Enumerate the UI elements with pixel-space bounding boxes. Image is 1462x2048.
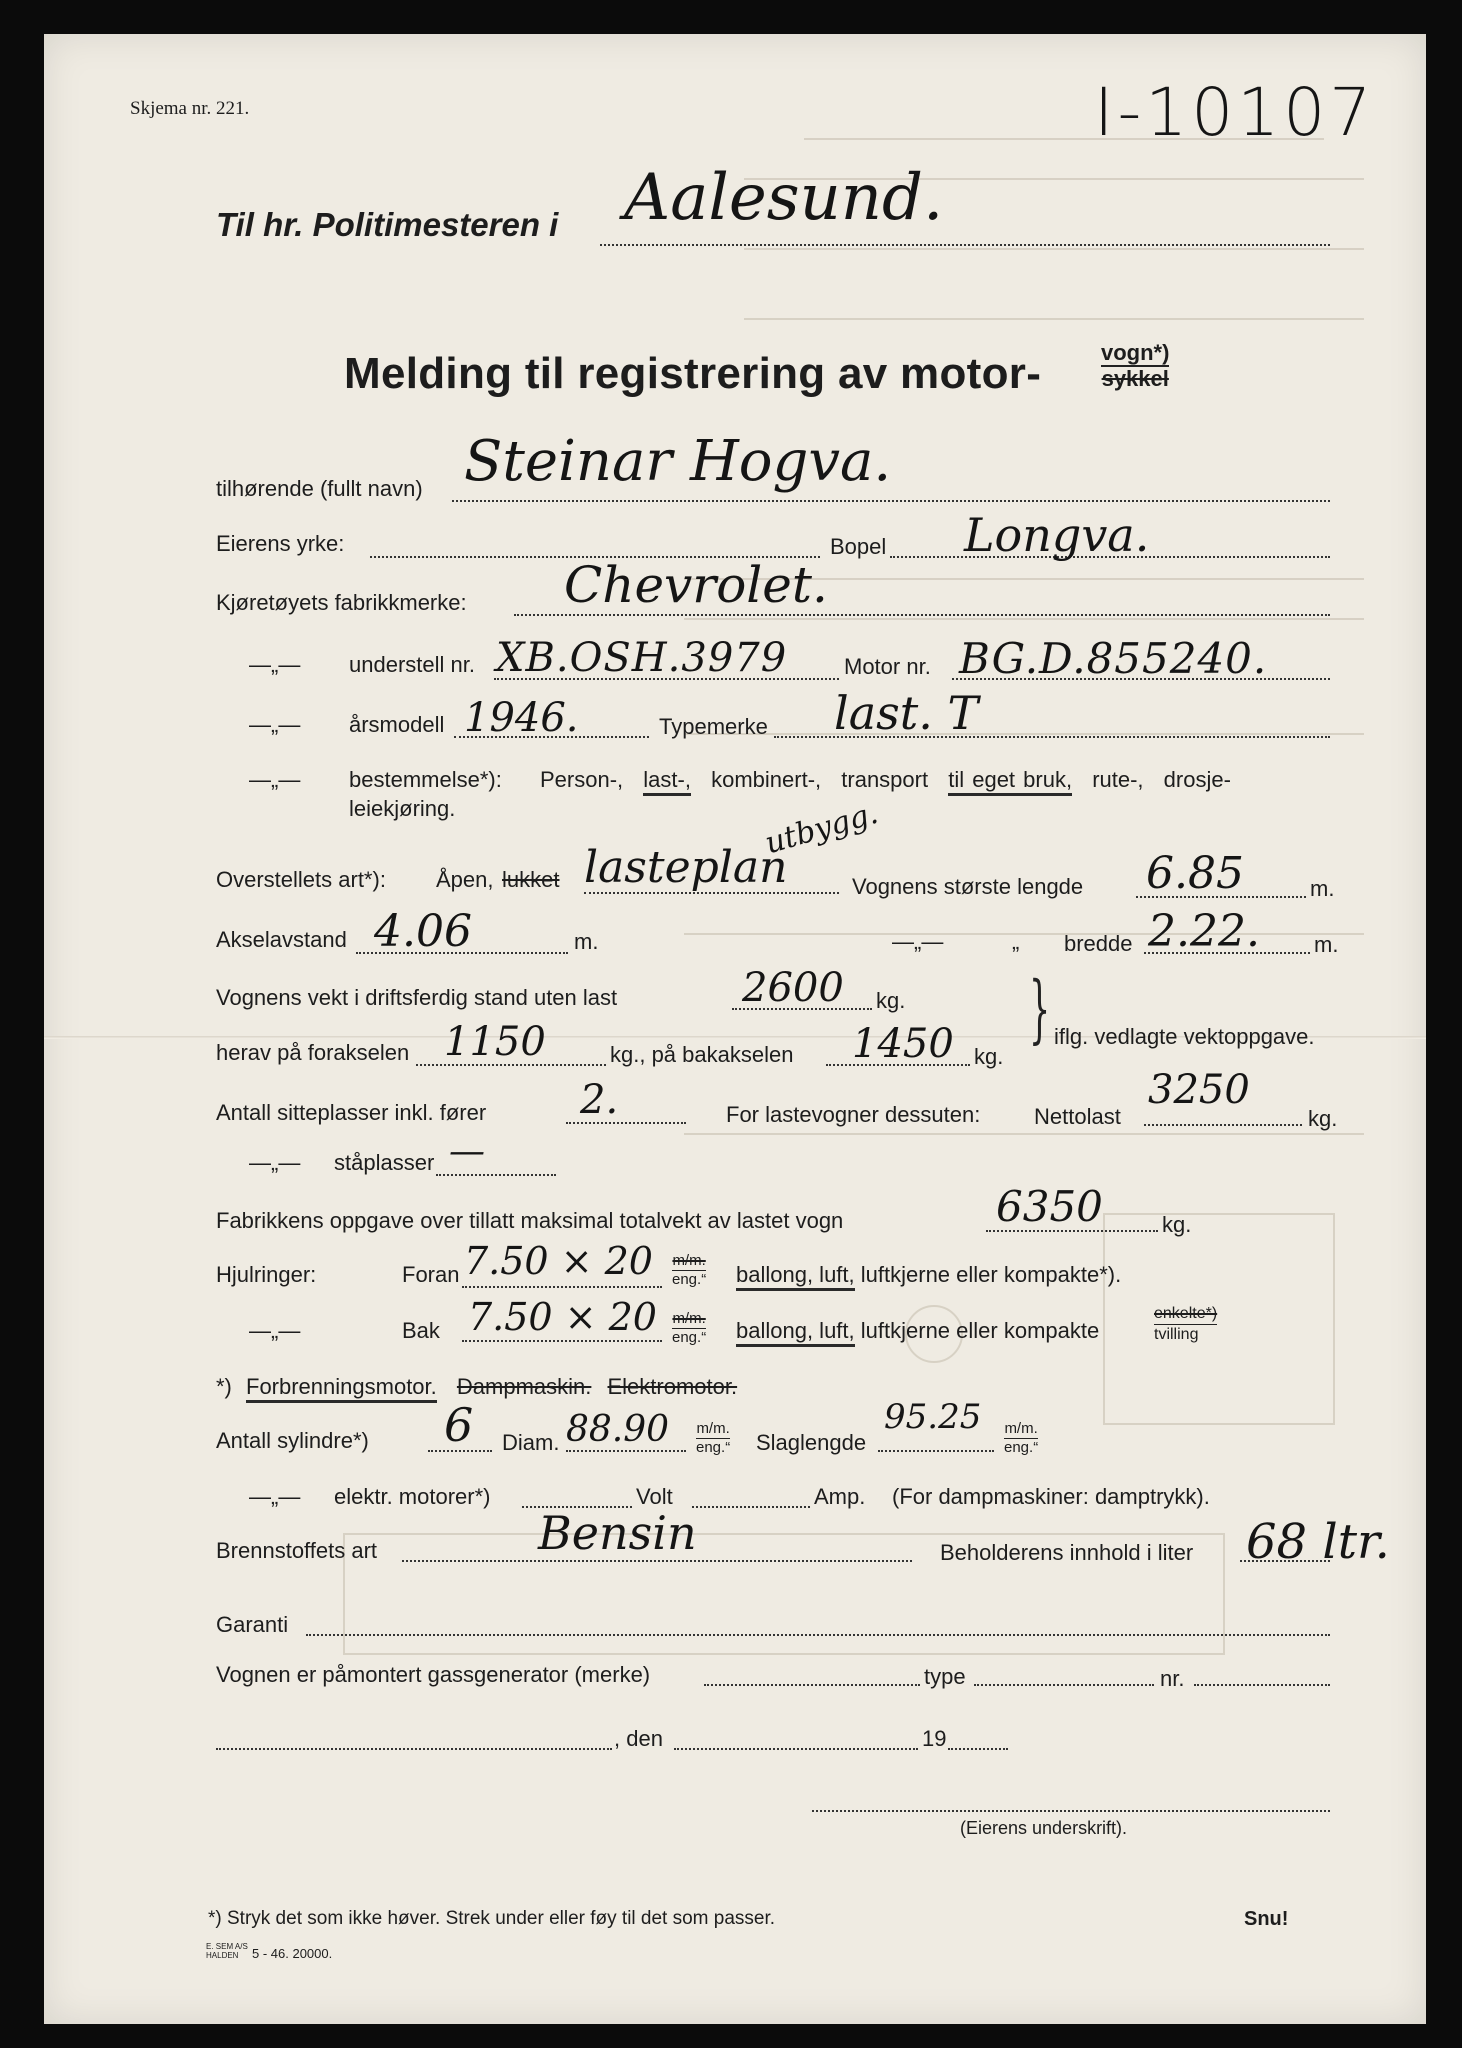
- gas-generator-label: Vognen er påmontert gassgenerator (merke): [216, 1662, 651, 1687]
- registration-form-page: [44, 34, 1426, 2024]
- warranty-label: Garanti: [216, 1612, 289, 1637]
- width-value: 2.22.: [1148, 906, 1260, 957]
- unit-mm: m/m.: [672, 1310, 706, 1327]
- unit-mm: m/m.: [696, 1420, 730, 1437]
- gas-generator-nr-line: [1194, 1684, 1330, 1686]
- rear-axle-unit: kg.: [974, 1044, 1004, 1069]
- unit-eng: eng.“: [672, 1271, 707, 1288]
- residence-value: Longva.: [964, 508, 1150, 562]
- fuel-value: Bensin: [538, 1506, 697, 1560]
- archive-number: I-10107: [1094, 74, 1376, 151]
- place-line: [216, 1748, 612, 1750]
- engine-no-value: BG.D.855240.: [959, 634, 1268, 683]
- cylinders-label: Antall sylindre*): [216, 1428, 369, 1453]
- max-weight-unit: kg.: [1162, 1212, 1192, 1237]
- volt-label: Volt: [636, 1484, 673, 1509]
- form-title-main: Melding til registrering av motor-: [344, 349, 1042, 398]
- body-open: Åpen,: [436, 867, 494, 892]
- ditto-mark: —„—: [249, 767, 301, 792]
- volt-line: [692, 1506, 810, 1508]
- width-label: bredde: [1064, 931, 1133, 956]
- weight-value: 2600: [742, 965, 844, 1011]
- width-ditto: „: [1012, 929, 1020, 954]
- seats-label: Antall sitteplasser inkl. fører: [216, 1100, 487, 1125]
- turn-over-note: Snu!: [1244, 1908, 1289, 1930]
- chassis-value: XB.OSH.3979: [496, 635, 788, 681]
- tire-arrangement: [1154, 1304, 1217, 1345]
- addressee-label: Til hr. Politimesteren i: [216, 206, 559, 243]
- motor-steam: Dampmaskin.: [456, 1374, 592, 1399]
- length-unit: m.: [1310, 876, 1335, 901]
- unit-eng: eng.“: [1004, 1439, 1039, 1456]
- unit-eng: eng.“: [696, 1439, 731, 1456]
- make-line: [514, 614, 1330, 616]
- max-weight-label: Fabrikkens oppgave over tillatt maksimal totalvekt av lastet vogn: [216, 1208, 844, 1233]
- length-value: 6.85: [1146, 848, 1244, 899]
- motor-electric: Elektromotor.: [607, 1374, 738, 1399]
- motor-combustion: Forbrenningsmotor.: [246, 1374, 437, 1403]
- vehicle-kind-fraction: [1101, 341, 1169, 391]
- purpose-transport: transport: [841, 767, 929, 792]
- printer-mark: E. SEM A/S HALDEN: [206, 1942, 248, 1960]
- tires-label: Hjulringer:: [216, 1262, 317, 1287]
- purpose-combined: kombinert-,: [711, 767, 822, 792]
- standing-label: ståplasser: [334, 1150, 435, 1175]
- stroke-unit: [1004, 1420, 1038, 1457]
- payload-unit: kg.: [1308, 1106, 1338, 1131]
- tires-rear-value: 7.50 × 20: [468, 1295, 657, 1339]
- tire-single: enkelte*): [1154, 1304, 1217, 1325]
- date-den: , den: [614, 1726, 663, 1751]
- engine-no-label: Motor nr.: [844, 654, 931, 679]
- purpose-line-2: leiekjøring.: [349, 796, 456, 821]
- rear-axle-label: kg., på bakakselen: [610, 1042, 794, 1067]
- weight-unit: kg.: [876, 988, 906, 1013]
- tank-label: Beholderens innhold i liter: [940, 1540, 1194, 1565]
- fuel-line: [402, 1560, 912, 1562]
- ditto-mark: —„—: [249, 712, 301, 737]
- steam-note: (For dampmaskiner: damptrykk).: [892, 1484, 1210, 1509]
- body-type-label: Overstellets art*):: [216, 867, 386, 892]
- stroke-value: 95.25: [884, 1397, 982, 1437]
- tires-front-kind: [736, 1262, 1121, 1288]
- title-vogn: vogn*): [1101, 340, 1170, 365]
- tire-kind-balloon: ballong, luft,: [736, 1318, 855, 1347]
- make-value: Chevrolet.: [564, 556, 828, 614]
- ditto-mark: —„—: [249, 1150, 301, 1175]
- purpose-own-use: til eget bruk,: [948, 767, 1072, 796]
- warranty-line: [306, 1634, 1330, 1636]
- footnote: *) Stryk det som ikke høver. Strek under eller føy til det som passer.: [208, 1908, 776, 1929]
- tires-rear-unit: [672, 1310, 706, 1347]
- wheelbase-unit: m.: [574, 929, 599, 954]
- purpose-cargo: last-,: [643, 767, 691, 796]
- purpose-taxi: drosje-: [1163, 767, 1231, 792]
- tire-twin: tvilling: [1154, 1326, 1199, 1343]
- date-line: [674, 1748, 918, 1750]
- schema-label: Skjema nr. 221.: [130, 98, 250, 119]
- ditto-mark: —„—: [249, 1318, 301, 1343]
- wheelbase-value: 4.06: [374, 906, 472, 957]
- owner-name-label: tilhørende (fullt navn): [216, 476, 423, 501]
- tire-kind-balloon: ballong, luft,: [736, 1262, 855, 1291]
- weight-note: iflg. vedlagte vektoppgave.: [1054, 1024, 1315, 1049]
- front-axle-value: 1150: [444, 1019, 546, 1065]
- signature-caption: (Eierens underskrift).: [960, 1818, 1128, 1838]
- unit-mm: m/m.: [672, 1252, 706, 1269]
- amp-label: Amp.: [814, 1484, 866, 1509]
- purpose-person: Person-,: [540, 767, 624, 792]
- gas-generator-line: [704, 1684, 920, 1686]
- payload-line: [1144, 1124, 1302, 1126]
- length-label: Vognens største lengde: [852, 874, 1084, 899]
- tires-front-unit: [672, 1252, 706, 1289]
- rear-axle-value: 1450: [852, 1021, 954, 1067]
- tires-front-label: Foran: [402, 1262, 460, 1287]
- model-year-value: 1946.: [464, 695, 579, 741]
- residence-label: Bopel: [830, 534, 887, 559]
- purpose-route: rute-,: [1092, 767, 1144, 792]
- payload-label: Nettolast: [1034, 1104, 1121, 1129]
- gas-generator-type-label: type: [924, 1664, 966, 1689]
- body-closed: lukket: [502, 867, 560, 892]
- tank-value: 68 ltr.: [1246, 1514, 1390, 1570]
- occupation-label: Eierens yrke:: [216, 531, 345, 556]
- tires-rear-label: Bak: [402, 1318, 440, 1343]
- payload-value: 3250: [1148, 1067, 1250, 1113]
- addressee-city: Aalesund.: [624, 161, 944, 235]
- motor-type-options: [246, 1374, 737, 1400]
- diam-label: Diam.: [502, 1430, 560, 1455]
- owner-name-value: Steinar Hogva.: [464, 429, 892, 494]
- unit-mm: m/m.: [1004, 1420, 1038, 1437]
- seats-value: 2.: [580, 1077, 619, 1123]
- payload-intro: For lastevogner dessuten:: [726, 1102, 981, 1127]
- weight-brace: }: [1028, 966, 1051, 1052]
- gas-generator-type-line: [974, 1684, 1154, 1686]
- weight-label: Vognens vekt i driftsferdig stand uten last: [216, 985, 618, 1010]
- purpose-options: [540, 767, 1231, 793]
- cylinders-value: 6: [444, 1398, 474, 1452]
- unit-eng: eng.“: [672, 1329, 707, 1346]
- body-type-extra: utbygg.: [761, 795, 882, 862]
- max-weight-value: 6350: [996, 1182, 1103, 1231]
- ditto-mark: —„—: [249, 1484, 301, 1509]
- tire-kind-rest: luftkjerne eller kompakte: [860, 1318, 1100, 1343]
- standing-line: [436, 1174, 556, 1176]
- diam-line: [566, 1450, 686, 1452]
- model-year-label: årsmodell: [349, 712, 445, 737]
- gas-generator-nr-label: nr.: [1160, 1666, 1185, 1691]
- diam-unit: [696, 1420, 730, 1457]
- tires-front-value: 7.50 × 20: [464, 1239, 653, 1283]
- type-value: last. T: [834, 686, 979, 740]
- diam-value: 88.90: [566, 1409, 670, 1450]
- body-type-value: lasteplan: [584, 842, 788, 893]
- print-run: 5 - 46. 20000.: [252, 1946, 333, 1961]
- motor-type-prefix: *): [216, 1374, 232, 1399]
- date-year-line: [948, 1748, 1008, 1750]
- form-title: [344, 349, 1041, 399]
- type-label: Typemerke: [659, 714, 768, 739]
- tire-kind-rest: luftkjerne eller kompakte*).: [860, 1262, 1122, 1287]
- elec-motors-label: elektr. motorer*): [334, 1484, 491, 1509]
- owner-name-line: [452, 500, 1330, 502]
- front-axle-label: herav på forakselen: [216, 1040, 410, 1065]
- tires-rear-line: [462, 1340, 662, 1342]
- wheelbase-label: Akselavstand: [216, 927, 347, 952]
- signature-line: [812, 1810, 1330, 1812]
- standing-value: —: [449, 1131, 485, 1172]
- date-year-prefix: 19: [922, 1726, 947, 1751]
- ditto-mark: —„—: [249, 652, 301, 677]
- fuel-label: Brennstoffets art: [216, 1538, 378, 1563]
- purpose-label: bestemmelse*):: [349, 767, 502, 792]
- tires-front-line: [462, 1286, 662, 1288]
- make-label: Kjøretøyets fabrikkmerke:: [216, 590, 467, 615]
- ditto-mark: —„—: [892, 929, 944, 954]
- chassis-label: understell nr.: [349, 652, 475, 677]
- stroke-line: [878, 1450, 994, 1452]
- stroke-label: Slaglengde: [756, 1430, 867, 1455]
- addressee-line: [600, 244, 1330, 246]
- title-sykkel: sykkel: [1101, 366, 1169, 391]
- width-unit: m.: [1314, 932, 1339, 957]
- tires-rear-kind: [736, 1318, 1099, 1344]
